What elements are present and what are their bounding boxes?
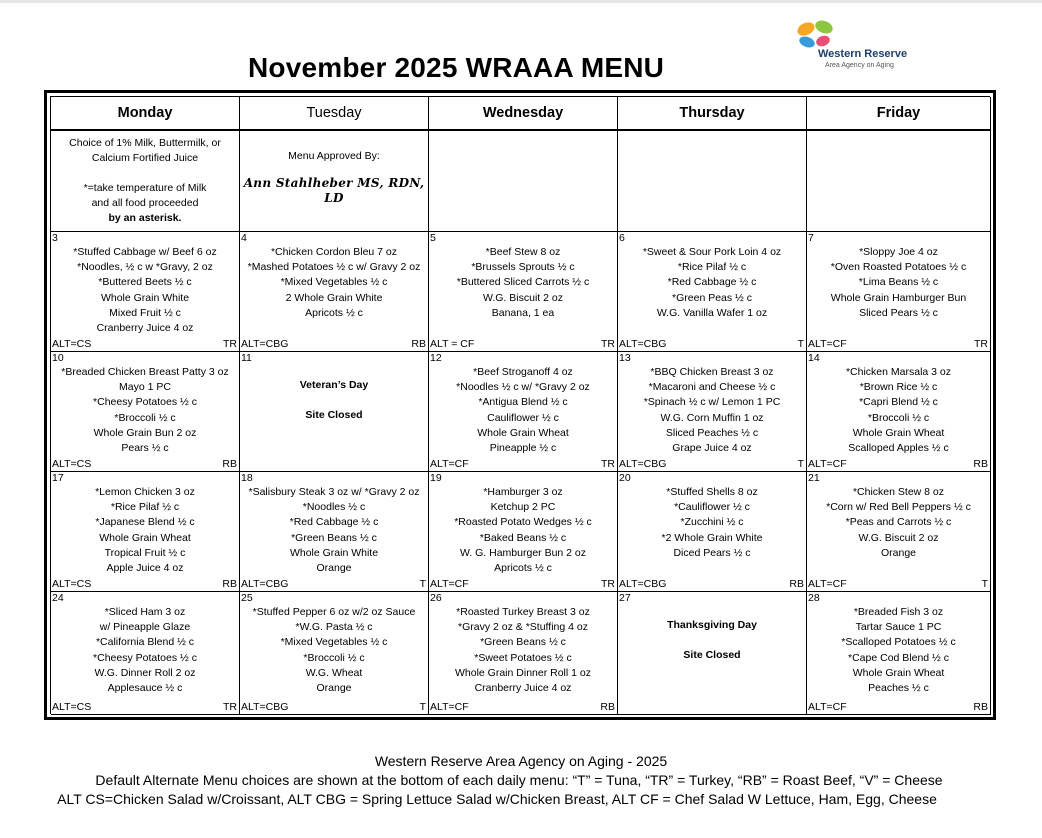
- default-alternate-code: T: [419, 578, 426, 590]
- menu-item: Pears ½ c: [121, 442, 169, 455]
- page-title: November 2025 WRAAA MENU: [248, 52, 665, 83]
- default-alternate-code: TR: [601, 578, 615, 590]
- menu-item: *Brussels Sprouts ½ c: [471, 261, 575, 274]
- alt-choice: ALT=CBG: [241, 338, 289, 350]
- menu-items: [429, 485, 617, 576]
- menu-item: *Stuffed Shells 8 oz: [666, 486, 758, 498]
- menu-item: W.G. Wheat: [305, 666, 363, 679]
- menu-items: [240, 485, 428, 576]
- menu-item: *Cape Cod Blend ½ c: [848, 651, 949, 664]
- footer-alt-definitions: ALT CS=Chicken Salad w/Croissant, ALT CBG = Spring Lettuce Salad w/Chicken Breast, ALT CF = Chef Salad W Lettuce, Ham, Egg, Cheese: [57, 791, 937, 807]
- menu-item: 2 Whole Grain White: [285, 291, 383, 304]
- alt-choice: ALT=CF: [808, 338, 847, 350]
- empty-cell: [429, 131, 618, 232]
- day-number: 21: [808, 472, 820, 484]
- logo: [794, 18, 914, 74]
- menu-item: *Macaroni and Cheese ½ c: [648, 381, 776, 394]
- menu-item: Grape Juice 4 oz: [672, 442, 752, 455]
- closed-label: Site Closed: [683, 649, 741, 661]
- day-number: 12: [430, 352, 442, 364]
- menu-items: [51, 605, 239, 696]
- alt-choice: ALT=CF: [808, 701, 847, 713]
- default-alternate-code: TR: [601, 458, 615, 470]
- header-monday: Monday: [51, 97, 240, 131]
- default-alternate-code: T: [419, 701, 426, 713]
- menu-item: *Mixed Vegetables ½ c: [280, 636, 388, 649]
- menu-item: W.G. Dinner Roll 2 oz: [94, 666, 196, 679]
- day-cell: [807, 232, 991, 352]
- menu-item: *Stuffed Cabbage w/ Beef 6 oz: [73, 246, 217, 258]
- menu-item: *Green Beans ½ c: [480, 636, 566, 649]
- menu-item: Diced Pears ½ c: [673, 546, 751, 559]
- menu-item: *Gravy 2 oz & *Stuffing 4 oz: [458, 621, 588, 634]
- menu-item: Banana, 1 ea: [491, 306, 555, 319]
- menu-item: *Baked Beans ½ c: [479, 531, 567, 544]
- default-alternate-code: TR: [223, 338, 237, 350]
- day-number: 28: [808, 592, 820, 604]
- menu-item: *Capri Blend ½ c: [859, 396, 938, 409]
- day-number: 14: [808, 352, 820, 364]
- menu-item: Peaches ½ c: [868, 682, 929, 695]
- menu-item: *Stuffed Pepper 6 oz w/2 oz Sauce: [252, 606, 416, 618]
- menu-item: *Beef Stroganoff 4 oz: [473, 366, 573, 378]
- menu-item: Whole Grain Dinner Roll 1 oz: [455, 666, 591, 679]
- menu-item: Sliced Peaches ½ c: [665, 426, 759, 439]
- header-wednesday: Wednesday: [429, 97, 618, 131]
- day-cell: [51, 352, 240, 472]
- menu-item: *BBQ Chicken Breast 3 oz: [650, 366, 774, 378]
- menu-item: *Brown Rice ½ c: [859, 381, 938, 394]
- menu-item: *Cheesy Potatoes ½ c: [93, 651, 197, 664]
- menu-items: [807, 485, 990, 561]
- day-cell: [429, 232, 618, 352]
- menu-item: Scalloped Apples ½ c: [848, 442, 949, 455]
- menu-item: Tartar Sauce 1 PC: [855, 621, 942, 634]
- approved-label: Menu Approved By:: [288, 150, 380, 162]
- alt-choice: ALT=CS: [52, 701, 92, 713]
- default-alternate-code: RB: [222, 578, 237, 590]
- day-cell: [51, 232, 240, 352]
- logo-name: Western Reserve: [818, 48, 908, 60]
- menu-item: *W.G. Pasta ½ c: [295, 621, 373, 634]
- day-cell: [51, 592, 240, 715]
- day-cell: [429, 352, 618, 472]
- menu-item: *Buttered Sliced Carrots ½ c: [456, 276, 590, 289]
- alt-choice: ALT=CBG: [241, 578, 289, 590]
- milk-note: Choice of 1% Milk, Buttermilk, or Calcium Fortified Juice *=take temperature of Milk and all food proceeded by an asterisk.: [51, 131, 240, 232]
- default-alternate-code: TR: [223, 701, 237, 713]
- menu-item: Apple Juice 4 oz: [106, 562, 184, 575]
- alt-choice: ALT=CF: [430, 578, 469, 590]
- alt-choice: ALT=CS: [52, 578, 92, 590]
- default-alternate-code: RB: [973, 701, 988, 713]
- menu-item: W.G. Corn Muffin 1 oz: [660, 411, 764, 424]
- menu-item: Pineapple ½ c: [489, 442, 557, 455]
- menu-item: Orange: [316, 562, 352, 575]
- menu-item: *Mixed Vegetables ½ c: [280, 276, 388, 289]
- menu-item: *Salisbury Steak 3 oz w/ *Gravy 2 oz: [248, 486, 420, 498]
- alt-choice: ALT=CBG: [619, 338, 667, 350]
- menu-item: *Green Peas ½ c: [672, 291, 752, 304]
- default-alternate-code: RB: [222, 458, 237, 470]
- menu-item: *Sliced Ham 3 oz: [104, 606, 186, 618]
- alt-choice: ALT=CF: [808, 458, 847, 470]
- day-cell: [618, 592, 807, 715]
- alt-choice: ALT=CBG: [619, 578, 667, 590]
- default-alternate-code: RB: [789, 578, 804, 590]
- header-thursday: Thursday: [618, 97, 807, 131]
- menu-items: [807, 365, 990, 456]
- menu-item: Whole Grain White: [289, 546, 379, 559]
- menu-approval: [240, 131, 429, 232]
- menu-item: Whole Grain Wheat: [852, 666, 945, 679]
- menu-items: [240, 605, 428, 696]
- alt-choice: ALT=CF: [808, 578, 847, 590]
- day-number: 6: [619, 232, 625, 244]
- menu-items: [429, 605, 617, 696]
- menu-item: *Chicken Marsala 3 oz: [845, 366, 952, 378]
- footer-agency: Western Reserve Area Agency on Aging - 2025: [374, 753, 668, 769]
- footer-alternates: Default Alternate Menu choices are shown at the bottom of each daily menu: “T” = Tuna, “TR” = Turkey, “RB” = Roast Beef, “V” = Cheese: [95, 772, 943, 788]
- alt-choice: ALT=CBG: [619, 458, 667, 470]
- menu-items: [807, 605, 990, 696]
- menu-item: Apricots ½ c: [305, 306, 363, 319]
- menu-item: W.G. Vanilla Wafer 1 oz: [656, 306, 768, 319]
- menu-items: [618, 485, 806, 561]
- menu-items: [807, 245, 990, 321]
- day-cell: [618, 472, 807, 592]
- menu-grid: [50, 96, 990, 714]
- menu-items: [429, 365, 617, 456]
- day-number: 7: [808, 232, 814, 244]
- alt-choice: ALT = CF: [430, 338, 475, 350]
- menu-item: *Japanese Blend ½ c: [95, 516, 195, 529]
- menu-item: *Chicken Stew 8 oz: [852, 486, 945, 498]
- menu-item: *Lima Beans ½ c: [858, 276, 939, 289]
- day-number: 11: [241, 352, 252, 364]
- alt-choice: ALT=CS: [52, 458, 92, 470]
- alt-choice: ALT=CS: [52, 338, 92, 350]
- day-number: 10: [52, 352, 64, 364]
- menu-item: *Oven Roasted Potatoes ½ c: [830, 261, 967, 274]
- default-alternate-code: RB: [600, 701, 615, 713]
- menu-item: W. G. Hamburger Bun 2 oz: [459, 546, 587, 559]
- default-alternate-code: T: [981, 578, 988, 590]
- menu-item: W.G. Biscuit 2 oz: [483, 291, 563, 304]
- signature: Ann Stahlheber MS, RDN, LD: [243, 176, 425, 205]
- day-cell: [240, 352, 429, 472]
- day-number: 18: [241, 472, 253, 484]
- day-cell: [240, 592, 429, 715]
- day-cell: [618, 352, 807, 472]
- menu-item: *Sweet Potatoes ½ c: [474, 651, 572, 664]
- menu-item: *Green Beans ½ c: [291, 531, 377, 544]
- day-cell: [51, 472, 240, 592]
- menu-item: Whole Grain Wheat: [99, 531, 191, 544]
- menu-item: *Chicken Cordon Bleu 7 oz: [270, 246, 398, 258]
- day-number: 3: [52, 232, 58, 244]
- menu-item: *Sloppy Joe 4 oz: [859, 246, 938, 258]
- menu-item: *Red Cabbage ½ c: [667, 276, 757, 289]
- day-number: 4: [241, 232, 247, 244]
- menu-item: *2 Whole Grain White: [661, 531, 763, 544]
- menu-item: Cranberry Juice 4 oz: [474, 682, 572, 695]
- day-cell: [807, 592, 991, 715]
- default-alternate-code: RB: [411, 338, 426, 350]
- menu-item: Whole Grain Hamburger Bun: [830, 291, 967, 304]
- menu-item: Applesauce ½ c: [107, 682, 183, 695]
- alt-choice: ALT=CF: [430, 701, 469, 713]
- menu-item: Tropical Fruit ½ c: [104, 546, 186, 559]
- empty-cell: [807, 131, 991, 232]
- menu-items: [51, 485, 239, 576]
- day-number: 24: [52, 592, 64, 604]
- menu-item: Whole Grain Bun 2 oz: [93, 426, 197, 439]
- menu-item: Sliced Pears ½ c: [859, 306, 938, 319]
- day-number: 26: [430, 592, 442, 604]
- menu-item: Cranberry Juice 4 oz: [96, 322, 194, 335]
- menu-item: *Beef Stew 8 oz: [485, 246, 561, 258]
- menu-item: *Noodles, ½ c w *Gravy, 2 oz: [77, 261, 213, 274]
- day-cell: [807, 472, 991, 592]
- menu-item: *Broccoli ½ c: [114, 411, 176, 424]
- menu-items: [240, 245, 428, 321]
- menu-item: *Noodles ½ c: [302, 501, 366, 514]
- menu-item: *Cauliflower ½ c: [674, 501, 750, 514]
- default-alternate-code: RB: [973, 458, 988, 470]
- menu-item: *Red Cabbage ½ c: [289, 516, 379, 529]
- menu-item: Orange: [880, 546, 917, 559]
- day-cell: [429, 472, 618, 592]
- menu-item: Orange: [316, 682, 352, 695]
- menu-item: *Broccoli ½ c: [303, 651, 365, 664]
- menu-item: *Sweet & Sour Pork Loin 4 oz: [642, 246, 782, 258]
- day-cell: [429, 592, 618, 715]
- menu-item: *Breaded Fish 3 oz: [853, 606, 944, 618]
- empty-cell: [618, 131, 807, 232]
- day-number: 27: [619, 592, 631, 604]
- menu-item: *Roasted Potato Wedges ½ c: [454, 516, 592, 529]
- menu-items: [51, 245, 239, 336]
- menu-item: *Broccoli ½ c: [867, 411, 930, 424]
- top-divider: [0, 0, 1042, 3]
- menu-item: Whole Grain Wheat: [477, 426, 569, 439]
- day-number: 13: [619, 352, 631, 364]
- menu-item: *Spinach ½ c w/ Lemon 1 PC: [643, 396, 781, 409]
- menu-item: Mayo 1 PC: [119, 381, 171, 394]
- menu-items: [618, 245, 806, 321]
- menu-item: Cauliflower ½ c: [487, 411, 559, 424]
- day-cell: [807, 352, 991, 472]
- menu-item: *Antigua Blend ½ c: [478, 396, 568, 409]
- menu-item: *Mashed Potatoes ½ c w/ Gravy 2 oz: [247, 261, 421, 274]
- menu-item: *Peas and Carrots ½ c: [845, 516, 952, 529]
- day-number: 25: [241, 592, 253, 604]
- menu-item: Whole Grain Wheat: [852, 426, 945, 439]
- menu-item: *Hamburger 3 oz: [483, 486, 563, 498]
- menu-item: *Cheesy Potatoes ½ c: [93, 396, 197, 409]
- menu-calendar: [44, 90, 996, 720]
- menu-item: Ketchup 2 PC: [490, 501, 556, 514]
- site-closed-notice: [240, 378, 428, 423]
- default-alternate-code: TR: [601, 338, 615, 350]
- menu-item: *Roasted Turkey Breast 3 oz: [456, 606, 590, 618]
- alt-choice: ALT=CF: [430, 458, 469, 470]
- holiday-name: Thanksgiving Day: [667, 619, 757, 631]
- day-cell: [240, 472, 429, 592]
- header-friday: Friday: [807, 97, 991, 131]
- default-alternate-code: T: [797, 338, 804, 350]
- menu-item: W.G. Biscuit 2 oz: [858, 531, 939, 544]
- closed-label: Site Closed: [305, 409, 363, 421]
- menu-item: Apricots ½ c: [494, 562, 552, 575]
- menu-items: [429, 245, 617, 321]
- day-number: 19: [430, 472, 442, 484]
- alt-choice: ALT=CBG: [241, 701, 289, 713]
- menu-item: *Rice Pilaf ½ c: [677, 261, 747, 274]
- menu-item: w/ Pineapple Glaze: [99, 621, 191, 634]
- menu-item: *Noodles ½ c w/ *Gravy 2 oz: [456, 381, 590, 394]
- menu-item: *Zucchini ½ c: [680, 516, 744, 529]
- day-cell: [618, 232, 807, 352]
- default-alternate-code: TR: [974, 338, 988, 350]
- default-alternate-code: T: [797, 458, 804, 470]
- menu-item: *Rice Pilaf ½ c: [110, 501, 180, 514]
- day-number: 17: [52, 472, 64, 484]
- menu-item: *Scalloped Potatoes ½ c: [841, 636, 956, 649]
- day-number: 5: [430, 232, 436, 244]
- menu-item: *Lemon Chicken 3 oz: [95, 486, 195, 498]
- site-closed-notice: [618, 618, 806, 663]
- menu-item: *Corn w/ Red Bell Peppers ½ c: [826, 501, 971, 514]
- menu-item: Whole Grain White: [100, 291, 190, 304]
- holiday-name: Veteran’s Day: [299, 379, 369, 391]
- menu-item: *Buttered Beets ½ c: [98, 276, 192, 289]
- header-tuesday: Tuesday: [240, 97, 429, 131]
- day-number: 20: [619, 472, 631, 484]
- menu-item: Mixed Fruit ½ c: [109, 306, 181, 319]
- menu-items: [618, 365, 806, 456]
- logo-subtitle: Area Agency on Aging: [825, 62, 894, 69]
- menu-item: *California Blend ½ c: [95, 636, 195, 649]
- menu-items: [51, 365, 239, 456]
- day-cell: [240, 232, 429, 352]
- menu-item: *Breaded Chicken Breast Patty 3 oz: [61, 366, 229, 378]
